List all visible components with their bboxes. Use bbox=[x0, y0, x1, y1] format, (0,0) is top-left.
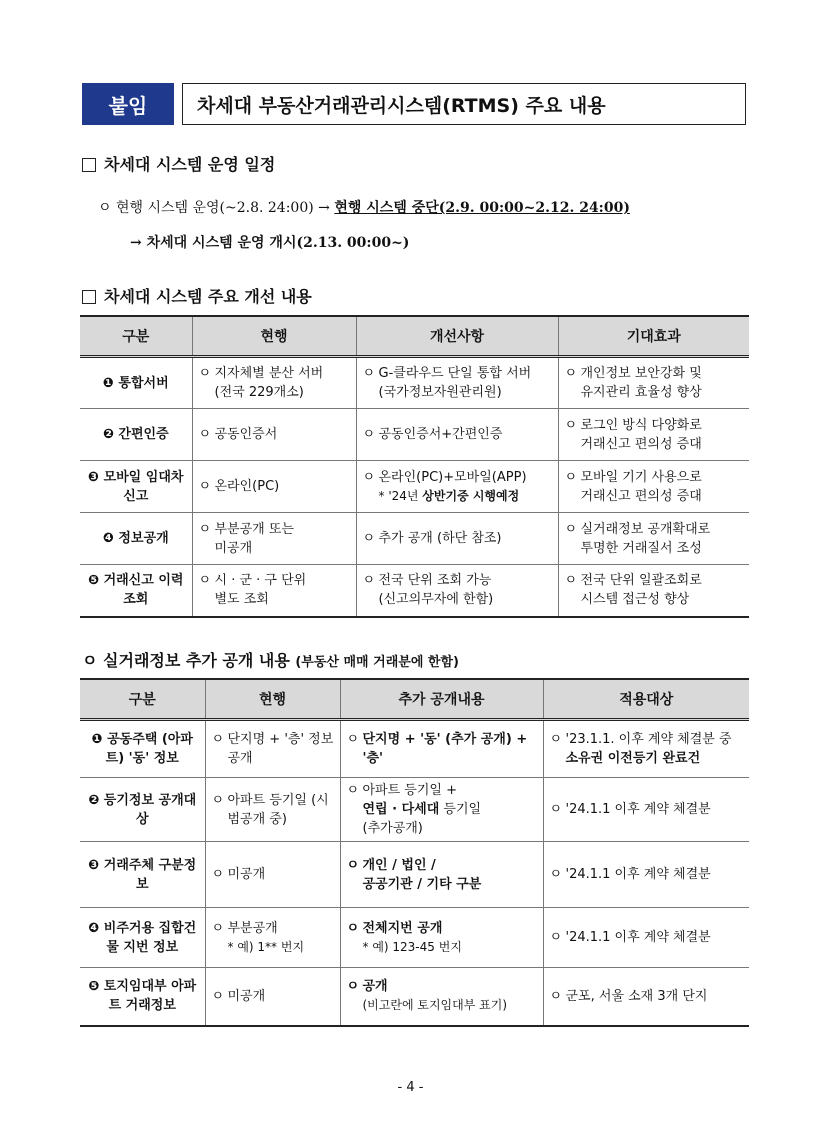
effect-cell: ㅇ 실거래정보 공개확대로 투명한 거래질서 조성 bbox=[558, 513, 749, 565]
col-header: 기대효과 bbox=[558, 316, 749, 357]
addition-cell: ㅇ 단지명 + '동' (추가 공개) + '층' bbox=[340, 720, 543, 778]
category-cell: ❷ 간편인증 bbox=[80, 409, 192, 461]
addition-cell: ㅇ 공개 (비고란에 토지임대부 표기) bbox=[340, 968, 543, 1026]
current-cell: ㅇ 미공개 bbox=[205, 842, 340, 908]
table-row bbox=[80, 461, 749, 513]
category-cell: ❺ 토지임대부 아파트 거래정보 bbox=[80, 968, 205, 1026]
schedule-highlight: 현행 시스템 중단(2.9. 00:00~2.12. 24:00) bbox=[334, 200, 630, 216]
effect-cell: ㅇ 모바일 기기 사용으로 거래신고 편의성 증대 bbox=[558, 461, 749, 513]
section-heading-schedule: 차세대 시스템 운영 일정 bbox=[82, 152, 275, 175]
section-heading-disclosure: ㅇ 실거래정보 추가 공개 내용 (부동산 매매 거래분에 한함) bbox=[82, 651, 459, 670]
circle-bullet-icon: ㅇ bbox=[82, 651, 98, 670]
current-cell: ㅇ 단지명 + '층' 정보 공개 bbox=[205, 720, 340, 778]
heading-note: (부동산 매매 거래분에 한함) bbox=[295, 655, 459, 670]
table-row bbox=[80, 842, 749, 908]
table-row bbox=[80, 968, 749, 1026]
category-cell: ❺ 거래신고 이력조회 bbox=[80, 565, 192, 617]
col-header: 구분 bbox=[80, 316, 192, 357]
target-cell: ㅇ '23.1.1. 이후 계약 체결분 중 소유권 이전등기 완료건 bbox=[543, 720, 749, 778]
document-title: 차세대 부동산거래관리시스템(RTMS) 주요 내용 bbox=[182, 83, 746, 125]
improvements-table bbox=[80, 315, 749, 618]
improvement-cell: ㅇ 공동인증서+간편인증 bbox=[356, 409, 558, 461]
table-row bbox=[80, 409, 749, 461]
table-row bbox=[80, 778, 749, 842]
table-row bbox=[80, 357, 749, 409]
improvement-cell: ㅇ 전국 단위 조회 가능 (신고의무자에 한함) bbox=[356, 565, 558, 617]
col-header: 현행 bbox=[192, 316, 356, 357]
category-cell: ❹ 비주거용 집합건물 지번 정보 bbox=[80, 908, 205, 968]
improvement-cell: ㅇ G-클라우드 단일 통합 서버 (국가정보자원관리원) bbox=[356, 357, 558, 409]
effect-cell: ㅇ 로그인 방식 다양화로 거래신고 편의성 증대 bbox=[558, 409, 749, 461]
col-header: 현행 bbox=[205, 679, 340, 720]
square-bullet-icon bbox=[82, 290, 96, 304]
schedule-line-1: ㅇ 현행 시스템 운영(~2.8. 24:00) → 현행 시스템 중단(2.9. 00:00~2.12. 24:00) bbox=[98, 200, 630, 216]
effect-cell: ㅇ 전국 단위 일괄조회로 시스템 접근성 향상 bbox=[558, 565, 749, 617]
current-cell: ㅇ 온라인(PC) bbox=[192, 461, 356, 513]
addition-cell: ㅇ 전체지번 공개 * 예) 123-45 번지 bbox=[340, 908, 543, 968]
category-cell: ❸ 모바일 임대차신고 bbox=[80, 461, 192, 513]
category-cell: ❶ 공동주택 (아파트) '동' 정보 bbox=[80, 720, 205, 778]
effect-cell: ㅇ 개인정보 보안강화 및 유지관리 효율성 향상 bbox=[558, 357, 749, 409]
addition-cell: ㅇ 아파트 등기일 + 연립 · 다세대 등기일 (추가공개) bbox=[340, 778, 543, 842]
section-heading-improvements: 차세대 시스템 주요 개선 내용 bbox=[82, 284, 312, 307]
col-header: 개선사항 bbox=[356, 316, 558, 357]
col-header: 구분 bbox=[80, 679, 205, 720]
category-cell: ❹ 정보공개 bbox=[80, 513, 192, 565]
current-cell: ㅇ 공동인증서 bbox=[192, 409, 356, 461]
current-cell: ㅇ 부분공개 * 예) 1** 번지 bbox=[205, 908, 340, 968]
col-header: 추가 공개내용 bbox=[340, 679, 543, 720]
table-row bbox=[80, 565, 749, 617]
category-cell: ❶ 통합서버 bbox=[80, 357, 192, 409]
category-cell: ❷ 등기정보 공개대상 bbox=[80, 778, 205, 842]
target-cell: ㅇ '24.1.1 이후 계약 체결분 bbox=[543, 778, 749, 842]
schedule-line-2: → 차세대 시스템 운영 개시(2.13. 00:00~) bbox=[130, 235, 410, 251]
category-cell: ❸ 거래주체 구분정보 bbox=[80, 842, 205, 908]
improvement-cell: ㅇ 추가 공개 (하단 참조) bbox=[356, 513, 558, 565]
col-header: 적용대상 bbox=[543, 679, 749, 720]
target-cell: ㅇ '24.1.1 이후 계약 체결분 bbox=[543, 842, 749, 908]
table-row bbox=[80, 908, 749, 968]
disclosure-table bbox=[80, 678, 749, 1027]
current-cell: ㅇ 부분공개 또는 미공개 bbox=[192, 513, 356, 565]
current-cell: ㅇ 미공개 bbox=[205, 968, 340, 1026]
target-cell: ㅇ '24.1.1 이후 계약 체결분 bbox=[543, 908, 749, 968]
improvement-cell: ㅇ 온라인(PC)+모바일(APP) * '24년 상반기중 시행예정 bbox=[356, 461, 558, 513]
current-cell: ㅇ 지자체별 분산 서버 (전국 229개소) bbox=[192, 357, 356, 409]
addition-cell: ㅇ 개인 / 법인 / 공공기관 / 기타 구분 bbox=[340, 842, 543, 908]
square-bullet-icon bbox=[82, 158, 96, 172]
title-badge: 붙임 bbox=[82, 83, 174, 125]
target-cell: ㅇ 군포, 서울 소재 3개 단지 bbox=[543, 968, 749, 1026]
table-row bbox=[80, 513, 749, 565]
current-cell: ㅇ 아파트 등기일 (시범공개 중) bbox=[205, 778, 340, 842]
table-row bbox=[80, 720, 749, 778]
current-cell: ㅇ 시 · 군 · 구 단위 별도 조회 bbox=[192, 565, 356, 617]
page-number: - 4 - bbox=[397, 1080, 424, 1095]
